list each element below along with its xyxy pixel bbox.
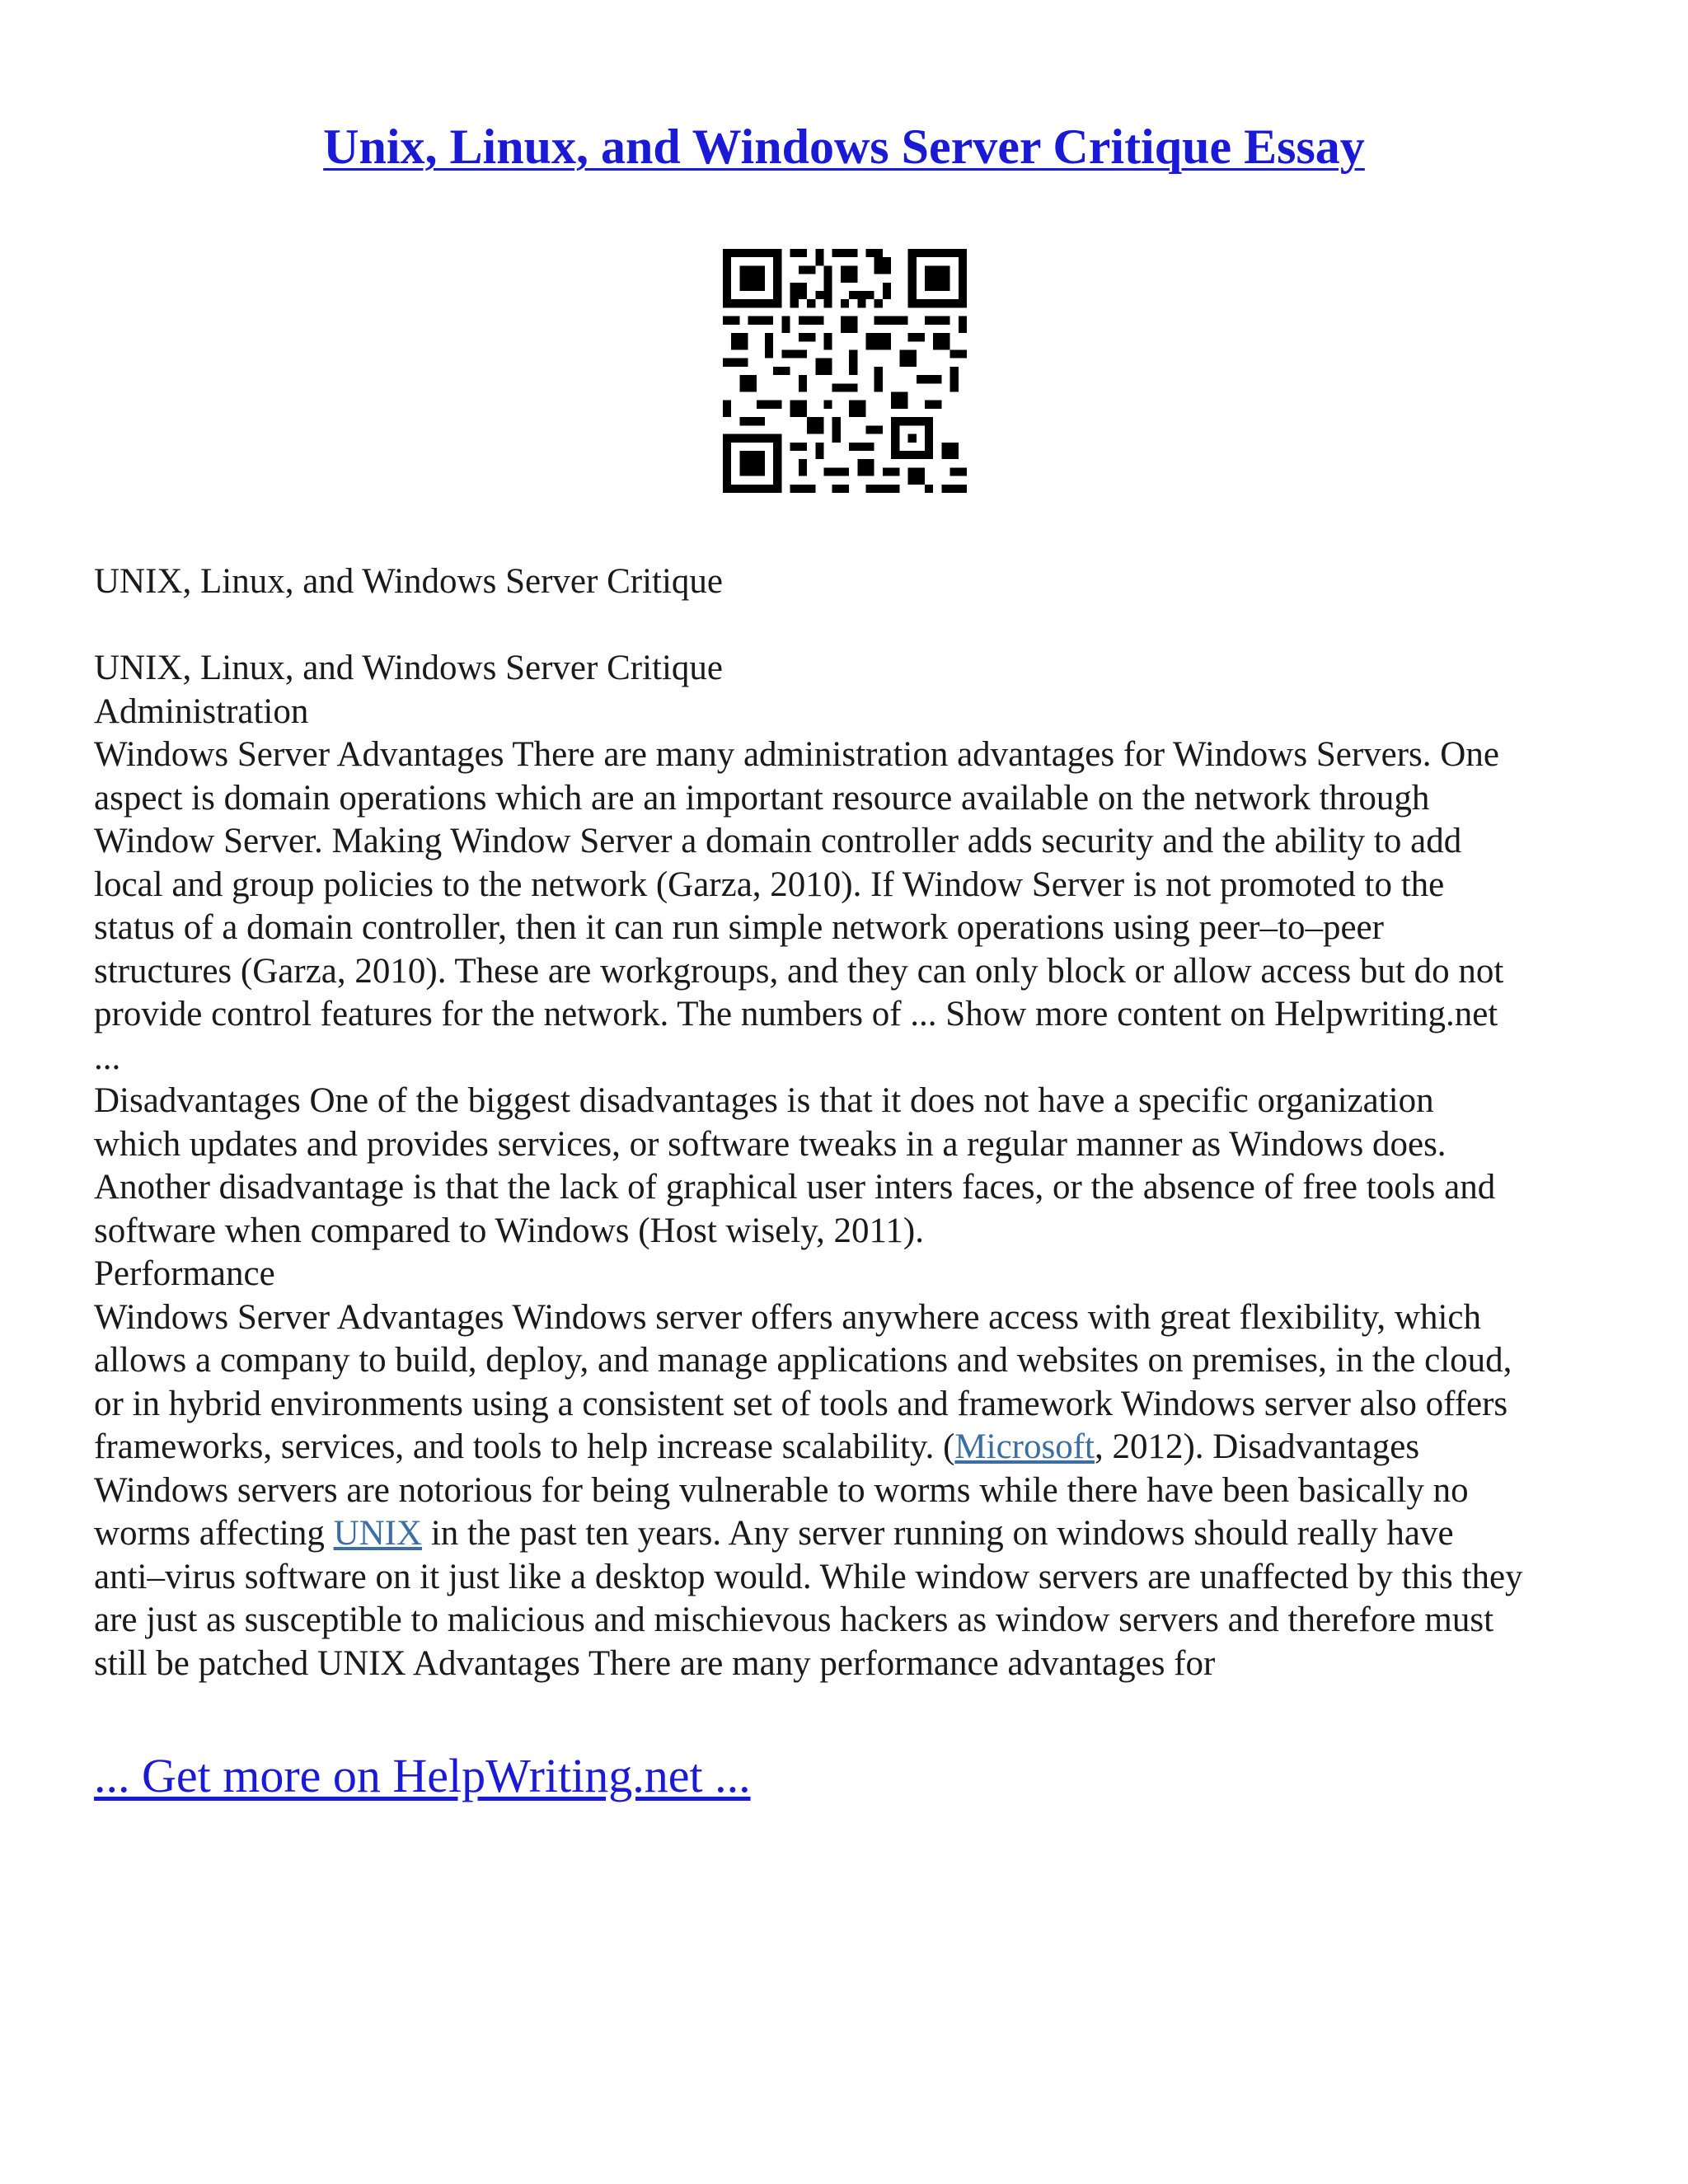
body-heading: UNIX, Linux, and Windows Server Critique: [94, 649, 723, 687]
unix-link[interactable]: UNIX: [333, 1514, 423, 1553]
body-line: local and group policies to the network (Garza, 2010). If Window Server is not promoted to the: [94, 865, 1445, 904]
body-line: Window Server. Making Window Server a domain controller adds security and the ability to add: [94, 822, 1462, 860]
body-line: Disadvantages One of the biggest disadvantages is that it does not have a specific organization: [94, 1081, 1434, 1120]
body-line: allows a company to build, deploy, and manage applications and websites on premises, in the cloud,: [94, 1341, 1512, 1380]
body-line: Windows Server Advantages Windows server offers anywhere access with great flexibility, which: [94, 1297, 1482, 1337]
body-line: structures (Garza, 2010). These are workgroups, and they can only block or allow access but do not: [94, 951, 1504, 991]
body-line: provide control features for the network. The numbers of ... Show more content on Helpwriting.net: [94, 995, 1498, 1033]
body-line: Windows Server Advantages There are many administration advantages for Windows Servers. One: [94, 735, 1499, 774]
body-line: or in hybrid environments using a consistent set of tools and framework Windows server also offers: [94, 1384, 1508, 1423]
body-line: are just as susceptible to malicious and mischievous hackers as window servers and therefore must: [94, 1601, 1494, 1639]
body-line: Windows servers are notorious for being vulnerable to worms while there have been basically no: [94, 1470, 1469, 1510]
get-more-container: [94, 1747, 751, 1805]
body-text-fragment: , 2012). Disadvantages: [1094, 1427, 1420, 1466]
body-line: [94, 1426, 1611, 1469]
body-line: ...: [94, 1038, 121, 1077]
body-line: [94, 1512, 1611, 1556]
body-line: software when compared to Windows (Host wisely, 2011).: [94, 1211, 924, 1250]
section-heading-administration: Administration: [94, 691, 309, 731]
section-heading-performance: Performance: [94, 1254, 275, 1293]
body-line: anti–virus software on it just like a desktop would. While window servers are unaffected by this they: [94, 1557, 1523, 1596]
body-text-fragment: worms affecting: [94, 1514, 334, 1553]
subtitle-heading: UNIX, Linux, and Windows Server Critique: [94, 562, 723, 601]
document-title: [0, 115, 1688, 178]
body-line: status of a domain controller, then it can run simple network operations using peer–to–peer: [94, 908, 1384, 947]
body-line: Another disadvantage is that the lack of graphical user inters faces, or the absence of free tools and: [94, 1168, 1496, 1207]
qr-code-icon: [723, 249, 967, 493]
body-text-fragment: in the past ten years. Any server running on windows should really have: [422, 1514, 1454, 1553]
essay-body: [94, 647, 1611, 1685]
microsoft-link[interactable]: Microsoft: [954, 1427, 1095, 1466]
body-line: still be patched UNIX Advantages There are many performance advantages for: [94, 1643, 1216, 1683]
title-link[interactable]: Unix, Linux, and Windows Server Critique Essay: [323, 120, 1365, 174]
body-line: aspect is domain operations which are an important resource available on the network through: [94, 778, 1430, 818]
body-line: which updates and provides services, or software tweaks in a regular manner as Windows does.: [94, 1124, 1447, 1164]
get-more-link[interactable]: ... Get more on HelpWriting.net ...: [94, 1749, 751, 1802]
body-text-fragment: frameworks, services, and tools to help increase scalability. (: [94, 1427, 955, 1466]
